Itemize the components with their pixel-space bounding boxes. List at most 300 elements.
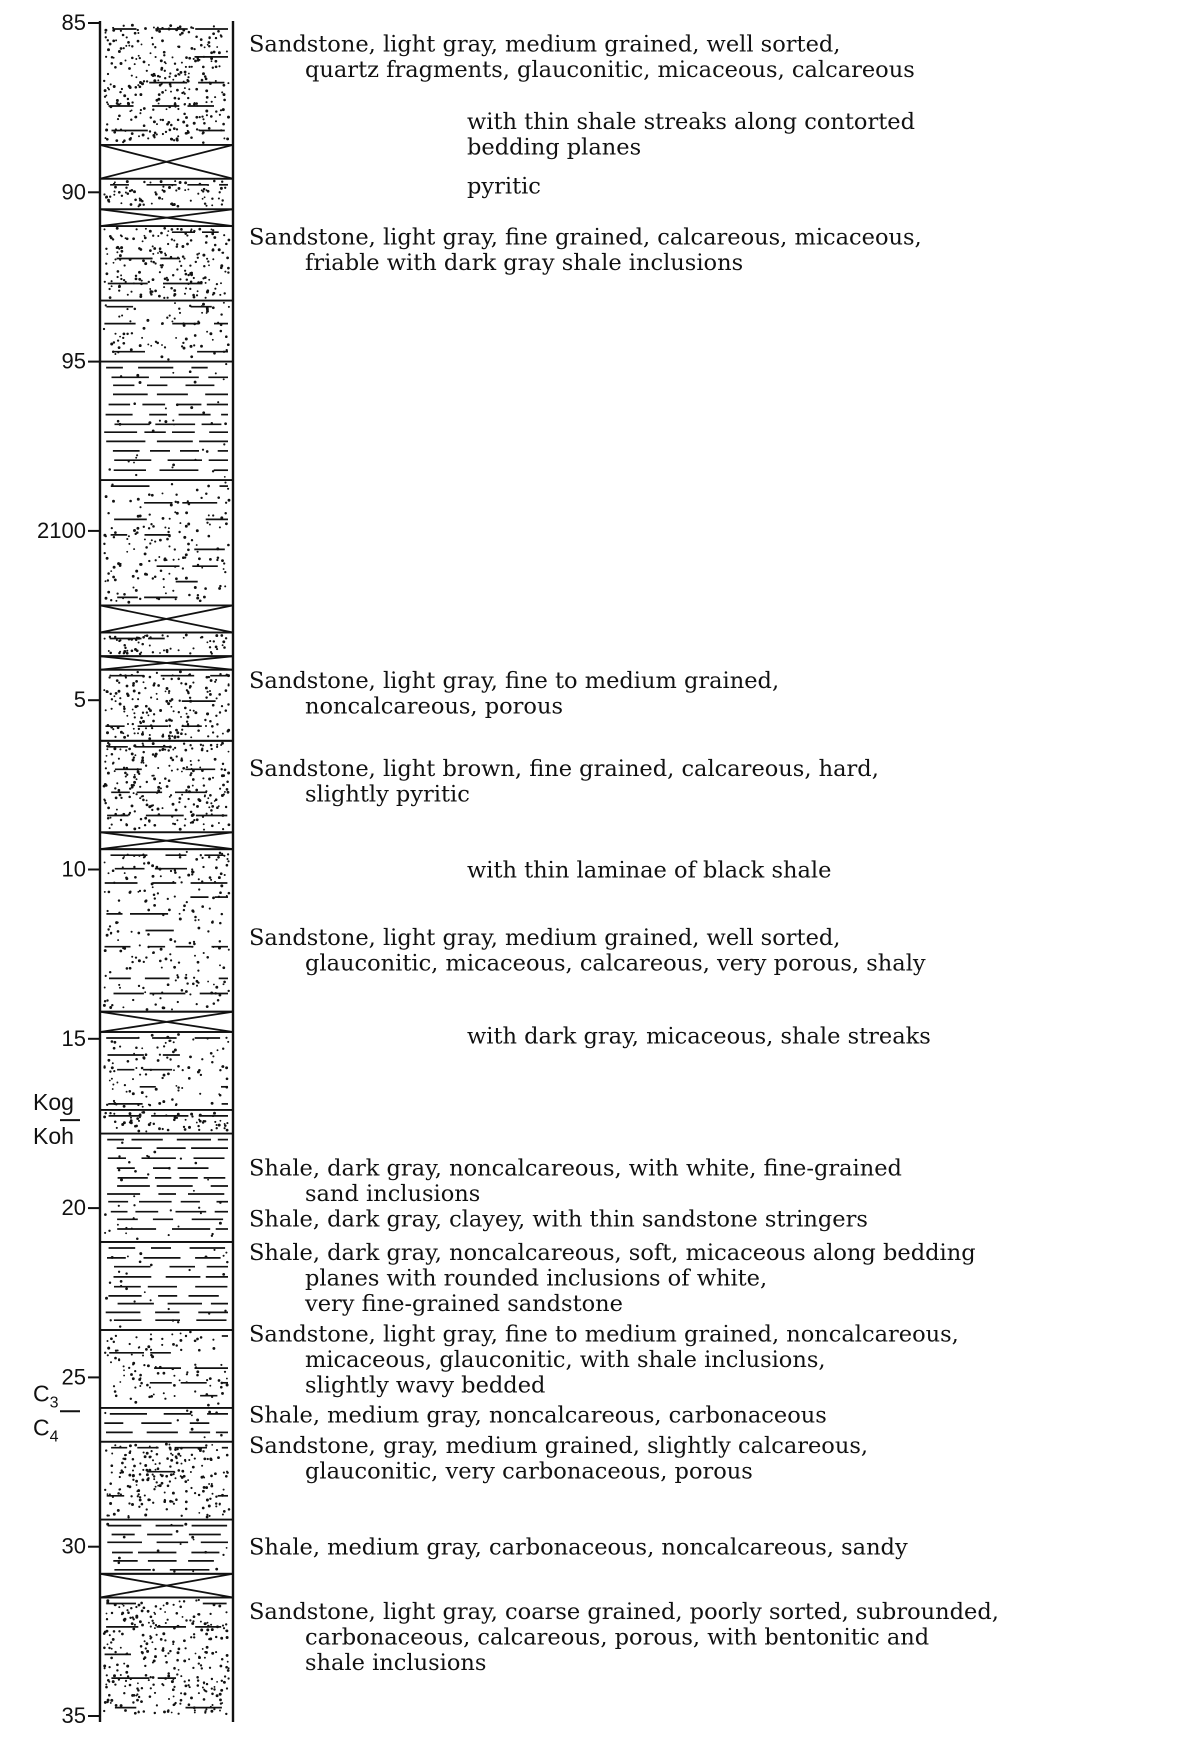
sand-dot: [120, 1285, 122, 1287]
sand-dot: [202, 190, 204, 192]
sand-dot: [179, 700, 181, 702]
lithology-description: [249, 224, 922, 275]
sand-dot: [113, 57, 115, 59]
sand-dot: [183, 904, 186, 907]
sand-dot: [207, 260, 209, 262]
sand-dot: [123, 707, 126, 710]
sand-dot: [209, 524, 211, 526]
sand-dot: [206, 291, 209, 294]
sand-dot: [144, 1514, 147, 1517]
sand-dot: [104, 1213, 107, 1216]
sand-dot: [202, 141, 205, 144]
sand-dot: [151, 882, 154, 885]
sand-dot: [171, 815, 173, 817]
sand-dot: [143, 60, 146, 63]
sand-dot: [194, 381, 197, 384]
sand-dot: [138, 728, 140, 730]
sand-dot: [178, 961, 180, 963]
sand-dot: [157, 1059, 160, 1062]
sand-dot: [119, 1381, 121, 1383]
sand-dot: [134, 1387, 136, 1389]
sand-dot: [161, 967, 163, 969]
sand-dot: [161, 1338, 163, 1340]
sand-dot: [185, 525, 188, 528]
sand-dot: [194, 1364, 196, 1366]
sand-dot: [128, 1502, 130, 1504]
depth-tick-label: 10: [61, 856, 86, 882]
sand-dot: [120, 1647, 122, 1649]
sand-dot: [196, 805, 199, 808]
sand-dot: [220, 330, 223, 333]
sand-dot: [197, 281, 200, 284]
sand-dot: [158, 813, 161, 816]
sand-dot: [210, 744, 213, 747]
sand-dot: [222, 774, 225, 777]
sand-dot: [142, 987, 144, 989]
sand-dot: [110, 83, 112, 85]
sand-dot: [148, 1679, 150, 1681]
sand-dot: [180, 1157, 182, 1159]
sand-dot: [112, 500, 115, 503]
sand-dot: [155, 56, 157, 58]
sand-dot: [109, 652, 112, 655]
sand-dot: [189, 1331, 192, 1334]
sand-dot: [212, 339, 214, 341]
sand-dot: [115, 600, 117, 602]
sand-dot: [126, 333, 128, 335]
sand-dot: [212, 1055, 214, 1057]
sand-dot: [221, 559, 224, 562]
sand-dot: [204, 202, 206, 204]
sand-dot: [216, 806, 219, 809]
sand-dot: [122, 34, 125, 37]
sand-dot: [161, 344, 163, 346]
sand-dot: [222, 1625, 224, 1627]
sand-dot: [187, 548, 190, 551]
sand-dot: [221, 705, 223, 707]
sand-dot: [162, 1684, 164, 1686]
sand-dot: [225, 243, 228, 246]
sand-dot: [162, 634, 164, 636]
sand-dot: [138, 135, 140, 137]
sand-dot: [112, 869, 115, 872]
sand-dot: [159, 76, 161, 78]
sand-dot: [184, 1128, 187, 1131]
sand-dot: [173, 127, 176, 130]
sand-dot: [190, 1113, 193, 1116]
sand-dot: [182, 121, 185, 124]
sand-dot: [212, 777, 214, 779]
sand-dot: [138, 827, 140, 829]
sand-dot: [120, 819, 122, 821]
sand-dot: [114, 1603, 117, 1606]
sand-dot: [187, 274, 189, 276]
sand-dot: [105, 263, 107, 265]
sand-dot: [103, 193, 105, 195]
lithology-interval-shaly-sandstone: [103, 851, 230, 1011]
sand-dot: [202, 816, 204, 818]
sand-dot: [107, 48, 110, 51]
sand-dot: [199, 1093, 201, 1095]
sand-dot: [150, 52, 152, 54]
sand-dot: [157, 252, 159, 254]
sand-dot: [226, 257, 229, 260]
sand-dot: [103, 1004, 106, 1007]
sand-dot: [138, 1506, 140, 1508]
sand-dot: [203, 1477, 205, 1479]
sand-dot: [224, 292, 226, 294]
sand-dot: [212, 514, 214, 516]
sand-dot: [207, 184, 209, 186]
sand-dot: [215, 1411, 218, 1414]
sand-dot: [104, 761, 106, 763]
sand-dot: [145, 1674, 148, 1677]
sand-dot: [211, 1102, 214, 1105]
sand-dot: [225, 1252, 227, 1254]
sand-dot: [111, 1453, 113, 1455]
sand-dot: [168, 909, 171, 912]
sand-dot: [206, 641, 208, 643]
sand-dot: [122, 1603, 124, 1605]
sand-dot: [188, 73, 190, 75]
sand-dot: [138, 855, 140, 857]
sand-dot: [144, 573, 147, 576]
sand-dot: [179, 181, 182, 184]
sand-dot: [202, 66, 205, 69]
sand-dot: [154, 1627, 156, 1629]
sand-dot: [104, 552, 106, 554]
sand-dot: [222, 640, 225, 643]
lithology-description: [249, 925, 926, 977]
sand-dot: [216, 1449, 218, 1451]
sand-dot: [152, 261, 155, 264]
depth-tick-label: 15: [61, 1025, 86, 1051]
sand-dot: [132, 1458, 135, 1461]
sand-dot: [193, 277, 195, 279]
sand-dot: [149, 1387, 151, 1389]
sand-dot: [144, 1656, 147, 1659]
sand-dot: [223, 983, 225, 985]
sand-dot: [196, 1676, 199, 1679]
sand-dot: [175, 979, 177, 981]
sand-dot: [111, 527, 113, 529]
sand-dot: [139, 85, 142, 88]
sand-dot: [179, 913, 181, 915]
sand-dot: [131, 931, 133, 933]
lithology-description: [249, 1206, 868, 1232]
sand-dot: [154, 191, 156, 193]
sand-dot: [190, 1696, 193, 1699]
sand-dot: [196, 818, 199, 821]
sand-dot: [110, 343, 113, 346]
sand-dot: [221, 252, 223, 254]
sand-dot: [169, 72, 171, 74]
sand-dot: [167, 243, 169, 245]
sand-dot: [212, 32, 215, 35]
sand-dot: [219, 922, 222, 925]
sand-dot: [122, 337, 124, 339]
sand-dot: [181, 771, 183, 773]
sand-dot: [175, 494, 177, 496]
sand-dot: [191, 909, 194, 912]
sand-dot: [127, 854, 129, 856]
sand-dot: [225, 1037, 227, 1039]
sand-dot: [175, 337, 177, 339]
sand-dot: [107, 1493, 109, 1495]
sand-dot: [205, 790, 207, 792]
sand-dot: [211, 825, 214, 828]
sand-dot: [134, 705, 137, 708]
sand-dot: [153, 682, 156, 685]
formation-below-label: Koh: [33, 1123, 74, 1150]
sand-dot: [123, 47, 125, 49]
lithology-interval-sandstone: [104, 634, 228, 656]
sand-dot: [173, 1570, 175, 1572]
sand-dot: [144, 1291, 146, 1293]
sand-dot: [109, 1281, 111, 1283]
sand-dot: [152, 1622, 154, 1624]
sand-dot: [134, 1712, 137, 1715]
sand-dot: [169, 1650, 171, 1652]
sand-dot: [147, 137, 149, 139]
sand-dot: [193, 710, 195, 712]
sand-dot: [131, 75, 133, 77]
sand-dot: [190, 1471, 192, 1473]
sand-dot: [204, 719, 206, 721]
sand-dot: [200, 281, 203, 284]
sand-dot: [189, 288, 191, 290]
sand-dot: [114, 66, 117, 69]
sand-dot: [125, 1272, 127, 1274]
sand-dot: [214, 881, 216, 883]
sand-dot: [172, 79, 174, 81]
sand-dot: [192, 785, 194, 787]
sand-dot: [202, 777, 204, 779]
sand-dot: [131, 1622, 134, 1625]
sand-dot: [219, 852, 222, 855]
sand-dot: [187, 76, 189, 78]
sand-dot: [164, 1499, 166, 1501]
sand-dot: [142, 240, 144, 242]
sand-dot: [196, 1003, 198, 1005]
sand-dot: [151, 539, 153, 541]
sand-dot: [228, 306, 230, 308]
sand-dot: [156, 1453, 159, 1456]
sand-dot: [171, 1680, 174, 1683]
sand-dot: [131, 961, 133, 963]
sand-dot: [131, 57, 134, 60]
sand-dot: [217, 1402, 219, 1404]
sand-dot: [120, 1704, 123, 1707]
sand-dot: [163, 558, 166, 561]
sand-dot: [167, 1709, 169, 1711]
sand-dot: [215, 1568, 218, 1571]
sand-dot: [105, 32, 107, 34]
sand-dot: [211, 653, 213, 655]
sand-dot: [197, 551, 199, 553]
sand-dot: [131, 1503, 134, 1506]
sand-dot: [147, 1345, 150, 1348]
sand-dot: [123, 1618, 126, 1621]
sand-dot: [123, 1605, 125, 1607]
sand-dot: [150, 1338, 153, 1341]
sand-dot: [191, 821, 194, 824]
sand-dot: [136, 637, 138, 639]
sand-dot: [186, 721, 188, 723]
sand-dot: [220, 884, 223, 887]
sand-dot: [136, 768, 139, 771]
sand-dot: [168, 737, 171, 740]
lithology-interval-shaly-sandstone: [104, 1331, 229, 1407]
sand-dot: [222, 763, 224, 765]
sand-dot: [182, 725, 184, 727]
sand-dot: [142, 744, 144, 746]
sand-dot: [153, 247, 156, 250]
sand-dot: [137, 1489, 140, 1492]
sand-dot: [137, 698, 139, 700]
sand-dot: [173, 1069, 175, 1071]
sand-dot: [142, 203, 144, 205]
sand-dot: [225, 1666, 228, 1669]
sand-dot: [170, 719, 173, 722]
sand-dot: [119, 336, 121, 338]
sand-dot: [226, 137, 229, 140]
sand-dot: [152, 1474, 154, 1476]
sand-dot: [120, 202, 122, 204]
sand-dot: [199, 1447, 202, 1450]
sand-dot: [154, 132, 157, 135]
sand-dot: [171, 466, 173, 468]
sand-dot: [151, 1034, 154, 1037]
sand-dot: [170, 1209, 172, 1211]
sand-dot: [145, 546, 148, 549]
sand-dot: [170, 1524, 172, 1526]
sand-dot: [108, 288, 110, 290]
sand-dot: [156, 672, 158, 674]
sand-dot: [228, 892, 231, 895]
sand-dot: [226, 1122, 228, 1124]
sand-dot: [116, 1663, 119, 1666]
sand-dot: [189, 709, 191, 711]
description-line: Sandstone, light gray, fine to medium grained,: [249, 667, 780, 694]
sand-dot: [133, 402, 136, 405]
sand-dot: [180, 265, 182, 267]
description-line: with thin shale streaks along contorted: [467, 109, 915, 136]
sand-dot: [199, 1120, 202, 1123]
sand-dot: [140, 248, 143, 251]
sand-dot: [170, 700, 172, 702]
sand-dot: [200, 345, 203, 348]
core-gap: [100, 1012, 233, 1032]
sand-dot: [183, 113, 186, 116]
sand-dot: [168, 690, 170, 692]
sand-dot: [138, 1346, 140, 1348]
lithology-description: [249, 1403, 827, 1429]
sand-dot: [178, 531, 180, 533]
sand-dot: [111, 1612, 113, 1614]
sand-dot: [157, 235, 159, 237]
sand-dot: [209, 558, 212, 561]
sand-dot: [169, 518, 171, 520]
sand-dot: [173, 289, 176, 292]
core-gap: [100, 656, 233, 670]
sand-dot: [164, 526, 166, 528]
sand-dot: [129, 1112, 132, 1115]
sand-dot: [219, 191, 221, 193]
core-gap: [100, 209, 233, 226]
sand-dot: [160, 59, 163, 62]
sand-dot: [110, 1657, 113, 1660]
sand-dot: [227, 853, 229, 855]
sand-dot: [169, 938, 172, 941]
sand-dot: [222, 108, 225, 111]
sand-dot: [143, 107, 146, 110]
sand-dot: [119, 259, 121, 261]
sand-dot: [154, 541, 156, 543]
sand-dot: [169, 731, 172, 734]
sand-dot: [180, 732, 183, 735]
sand-dot: [109, 636, 111, 638]
sand-dot: [187, 97, 189, 99]
sand-dot: [139, 786, 141, 788]
sand-dot: [194, 711, 197, 714]
sand-dot: [152, 1459, 154, 1461]
sand-dot: [192, 813, 195, 816]
sand-dot: [120, 814, 122, 816]
sand-dot: [197, 290, 199, 292]
sand-dot: [113, 1341, 115, 1343]
sand-dot: [136, 531, 139, 534]
sand-dot: [211, 60, 213, 62]
sand-dot: [136, 778, 138, 780]
sand-dot: [108, 1666, 110, 1668]
sand-dot: [113, 1113, 115, 1115]
sand-dot: [177, 1453, 180, 1456]
sand-dot: [213, 1708, 215, 1710]
sand-dot: [108, 1647, 110, 1649]
sand-dot: [187, 543, 190, 546]
sand-dot: [136, 1699, 139, 1702]
sand-dot: [155, 1463, 157, 1465]
sand-dot: [168, 535, 171, 538]
sand-dot: [165, 407, 167, 409]
sand-dot: [164, 1639, 166, 1641]
sand-dot: [206, 1683, 208, 1685]
sand-dot: [211, 422, 213, 424]
sand-dot: [162, 807, 164, 809]
sand-dot: [118, 346, 121, 349]
sand-dot: [215, 65, 218, 68]
sand-dot: [109, 675, 111, 677]
sand-dot: [113, 1630, 116, 1633]
sand-dot: [110, 1641, 112, 1643]
sand-dot: [137, 32, 139, 34]
sand-dot: [105, 36, 107, 38]
sand-dot: [166, 123, 169, 126]
sand-dot: [222, 733, 224, 735]
sand-dot: [185, 1490, 188, 1493]
sand-dot: [167, 983, 170, 986]
sand-dot: [126, 1091, 128, 1093]
sand-dot: [168, 1698, 170, 1700]
sand-dot: [221, 203, 223, 205]
sand-dot: [211, 197, 213, 199]
sand-dot: [215, 110, 217, 112]
sand-dot: [175, 189, 177, 191]
sand-dot: [118, 899, 120, 901]
sand-dot: [118, 758, 120, 760]
sand-dot: [204, 794, 206, 796]
